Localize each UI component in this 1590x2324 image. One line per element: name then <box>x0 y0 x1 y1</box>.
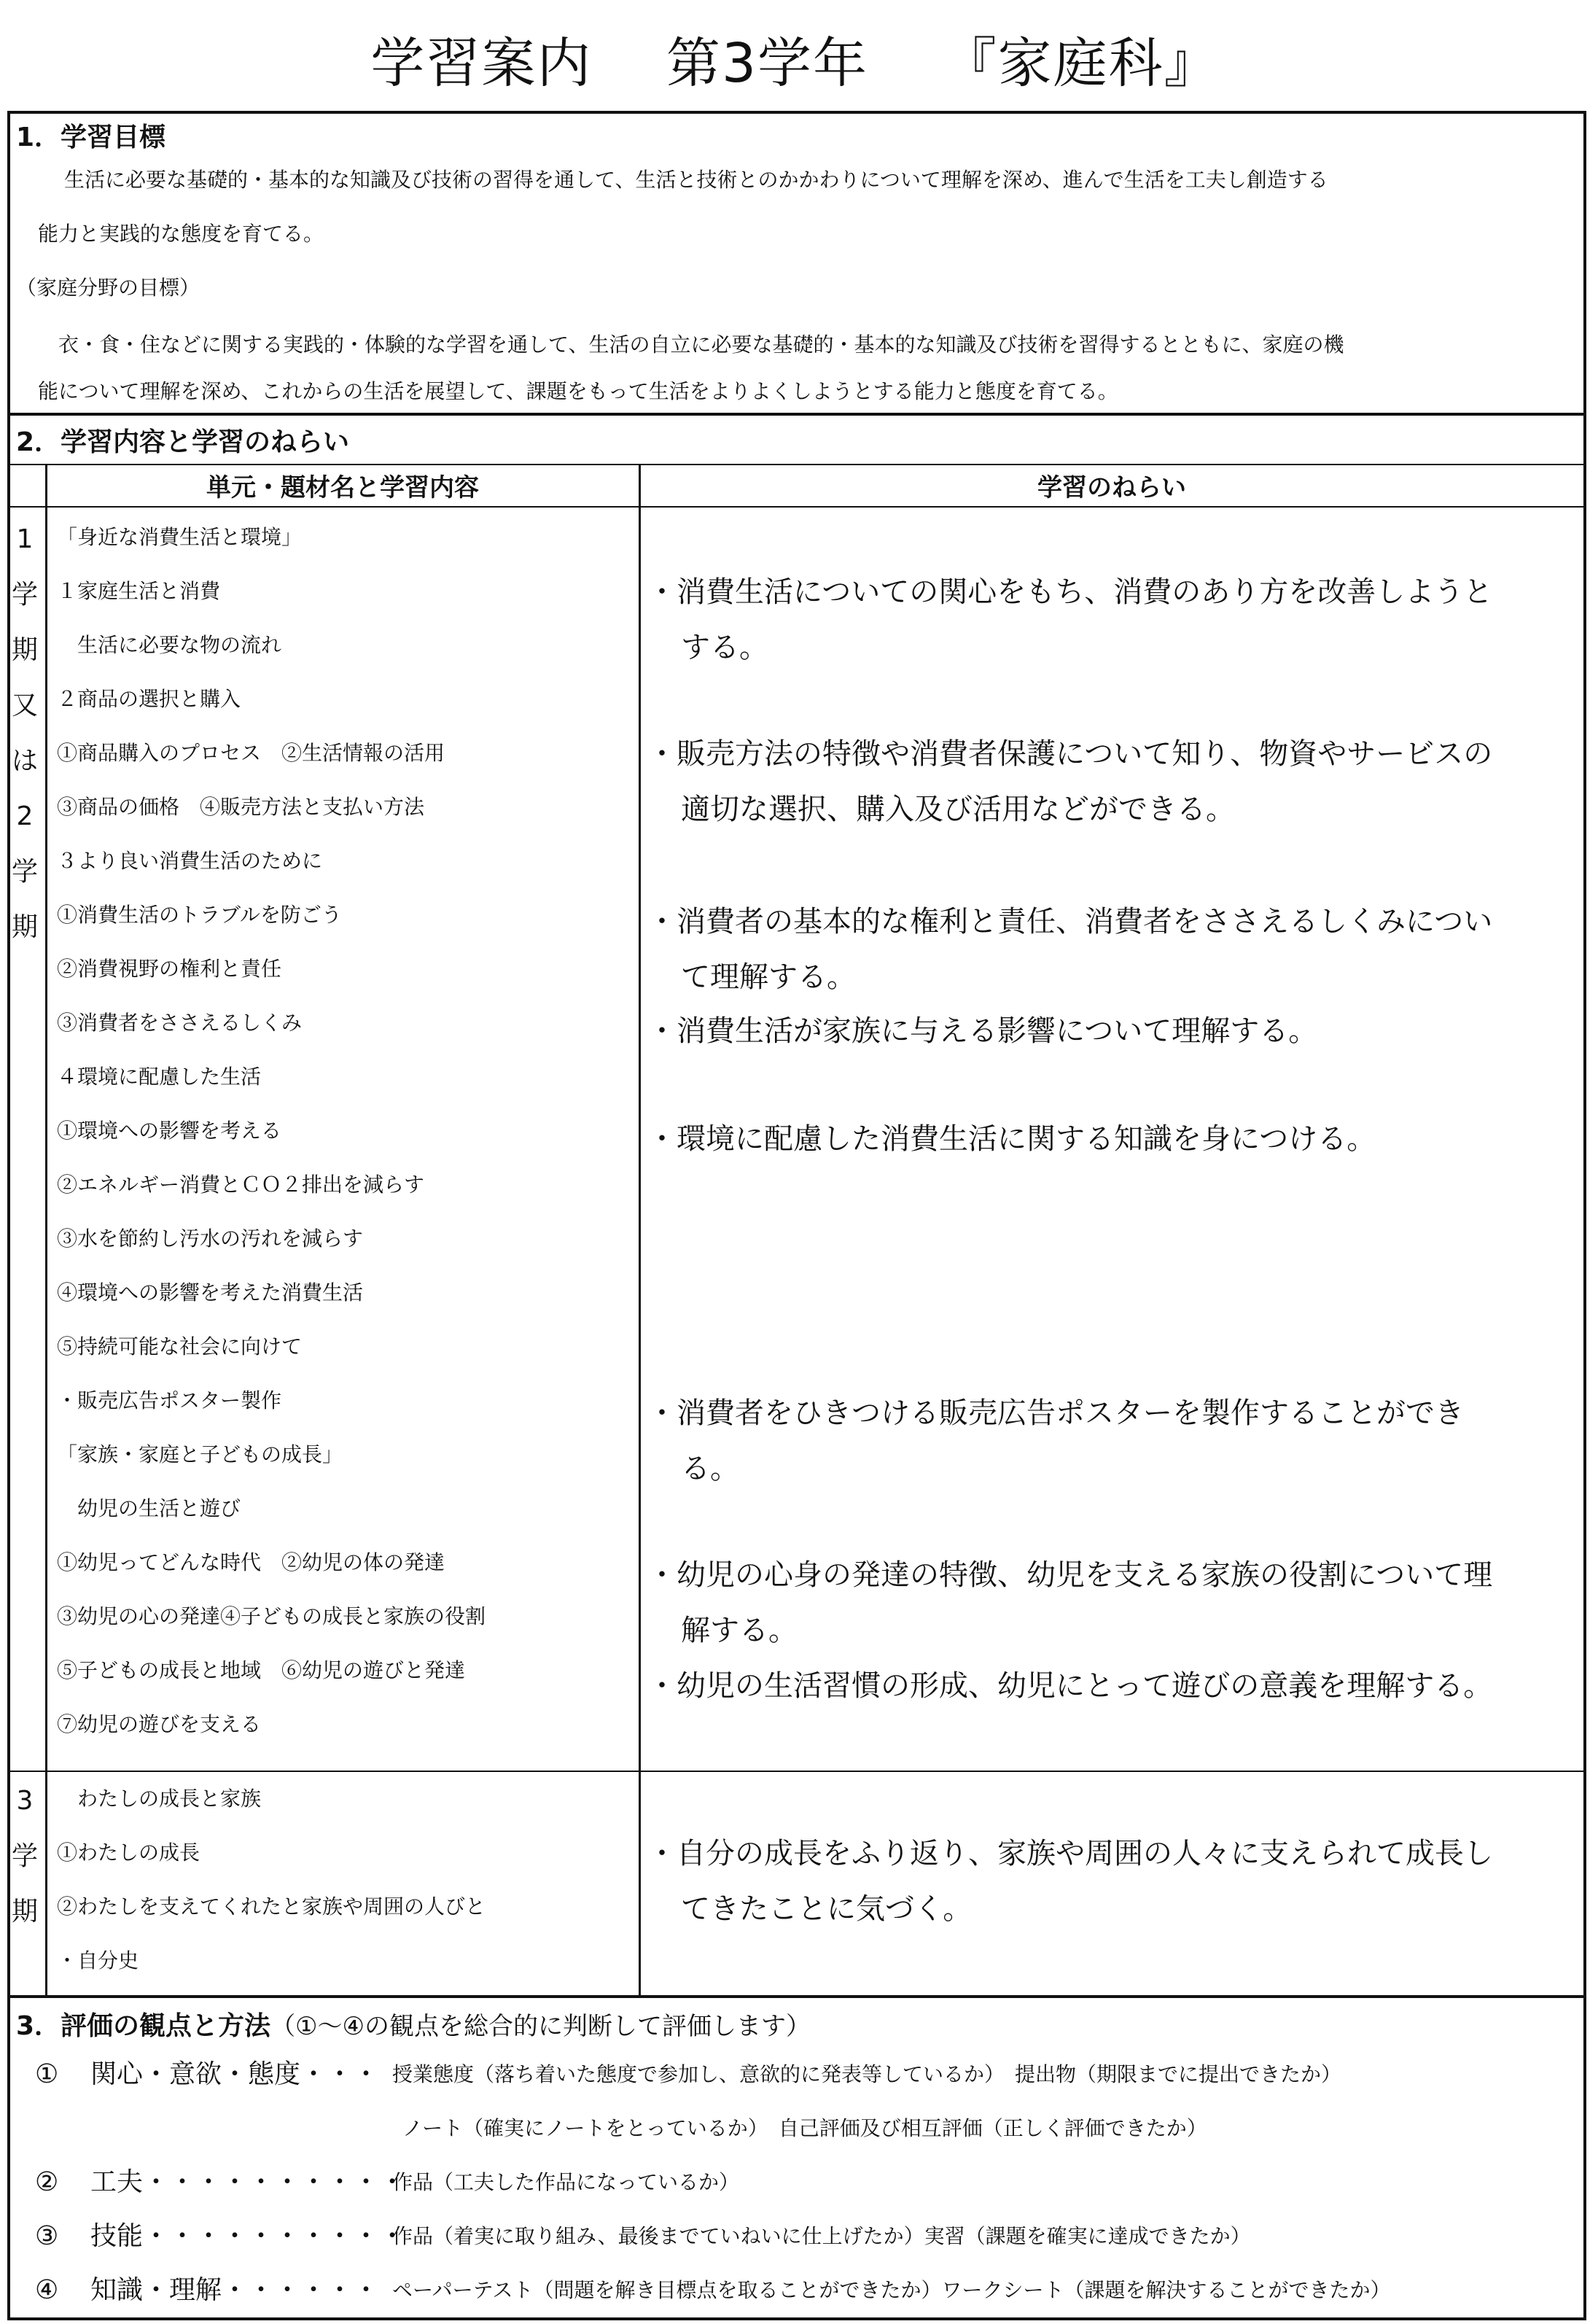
content-line: ②わたしを支えてくれたと家族や周囲の人びと <box>57 1894 486 1919</box>
aim-poster: ・消費者をひきつける販売広告ポスターを製作することができ <box>647 1396 1464 1430</box>
aim-consumer-rights: ・消費者の基本的な権利と責任、消費者をささえるしくみについ <box>647 905 1493 938</box>
content-line: 幼児の生活と遊び <box>57 1496 241 1520</box>
content-line: ③幼児の心の発達④子どもの成長と家族の役割 <box>57 1604 486 1628</box>
content-line: ・自分史 <box>57 1948 139 1973</box>
eval-item-label: 工夫・・・・・・・・・・ <box>90 2167 406 2197</box>
eval-item-num: ② <box>35 2167 59 2197</box>
content-line: ⑦幼児の遊びを支える <box>57 1712 262 1736</box>
content-line: ・販売広告ポスター製作 <box>57 1388 282 1412</box>
term1-char-4: は <box>11 746 38 776</box>
content-line: ３より良い消費生活のために <box>57 849 323 873</box>
eval-item-label: 知識・理解・・・・・・ <box>90 2275 380 2305</box>
content-line: ⑤子どもの成長と地域 ⑥幼児の遊びと発達 <box>57 1658 466 1682</box>
term1-char-5: 2 <box>16 801 34 831</box>
content-line: ①わたしの成長 <box>57 1841 200 1865</box>
aim-child-development: ・幼児の心身の発達の特徴、幼児を支える家族の役割について理 <box>647 1558 1493 1592</box>
page-title <box>0 20 1590 98</box>
content-line: ②エネルギー消費とＣＯ２排出を減らす <box>57 1173 425 1197</box>
term1-char-0: 1 <box>16 524 34 554</box>
section3-heading-title: 3．評価の観点と方法 <box>16 2011 271 2041</box>
aim-sales-methods: ・販売方法の特徴や消費者保護について知り、物資やサービスの <box>647 737 1493 771</box>
content-line: 生活に必要な物の流れ <box>57 633 282 657</box>
home-goal-line-1: 衣・食・住などに関する実践的・体験的な学習を通して、生活の自立に必要な基礎的・基本的な知識及び技術を習得するとともに、家庭の機 <box>58 333 1344 357</box>
eval-item-num: ④ <box>35 2275 59 2305</box>
aim-child-play: ・幼児の生活習慣の形成、幼児にとって遊びの意義を理解する。 <box>647 1669 1493 1703</box>
column-header-content: 単元・題材名と学習内容 <box>206 473 479 502</box>
term2-char-1: 学 <box>11 1841 38 1871</box>
divider-col-head <box>7 464 1586 465</box>
eval-item-num: ③ <box>35 2221 59 2251</box>
home-goal-line-2: 能について理解を深め、これからの生活を展望して、課題をもって生活をよりよくしようとする能力と態度を育てる。 <box>38 379 1118 403</box>
aim-sales-methods-cont: 適切な選択、購入及び活用などができる。 <box>681 793 1235 826</box>
eval-item-desc: ペーパーテスト（問題を解き目標点を取ることができたか）ワークシート（課題を解決することができたか） <box>392 2278 1391 2302</box>
content-line: ③消費者をささえるしくみ <box>57 1011 303 1035</box>
section3-heading-note: （①～④の観点を総合的に判断して評価します） <box>270 2012 811 2041</box>
eval-item-desc: 作品（工夫した作品になっているか） <box>392 2170 740 2194</box>
column-header-aim: 学習のねらい <box>1037 473 1186 502</box>
term1-char-3: 又 <box>11 691 38 720</box>
term1-char-2: 期 <box>11 635 38 665</box>
term2-char-0: 3 <box>16 1786 34 1816</box>
term2-char-2: 期 <box>11 1897 38 1927</box>
section3-heading <box>16 2005 811 2043</box>
eval-item-desc: 授業態度（落ち着いた態度で参加し、意欲的に発表等しているか） 提出物（期限までに提出できたか） <box>392 2062 1342 2086</box>
eval-item-label: 関心・意欲・態度・・・ <box>90 2059 380 2089</box>
content-line: ③水を節約し汚水の汚れを減らす <box>57 1227 364 1251</box>
eval-item-desc: 作品（着実に取り組み、最後までていねいに仕上げたか）実習（課題を確実に達成できたか） <box>392 2224 1251 2248</box>
term1-char-1: 学 <box>11 580 38 610</box>
eval-item-desc-2: ノート（確実にノートをとっているか） 自己評価及び相互評価（正しく評価できたか） <box>402 2116 1207 2140</box>
content-line: １家庭生活と消費 <box>57 579 221 603</box>
content-line: ２商品の選択と購入 <box>57 687 241 711</box>
divider-aim-col <box>639 464 641 1995</box>
aim-poster-cont: る。 <box>681 1452 739 1485</box>
title-part-guide: 学習案内 <box>370 32 593 95</box>
content-line: 「身近な消費生活と環境」 <box>57 525 303 549</box>
content-line: ４環境に配慮した生活 <box>57 1065 262 1089</box>
aim-environment: ・環境に配慮した消費生活に関する知識を身につける。 <box>647 1122 1376 1156</box>
section1-heading: 1．学習目標 <box>16 123 166 152</box>
title-part-grade: 第3学年 <box>666 32 869 95</box>
aim-family-impact: ・消費生活が家族に与える影響について理解する。 <box>647 1014 1318 1048</box>
eval-item-num: ① <box>35 2059 59 2089</box>
content-line: わたしの成長と家族 <box>57 1787 262 1811</box>
goal-line-2: 能力と実践的な態度を育てる。 <box>38 222 324 246</box>
aim-consumer-rights-cont: て理解する。 <box>681 960 856 994</box>
aim-self-growth: ・自分の成長をふり返り、家族や周囲の人々に支えられて成長し <box>647 1837 1493 1870</box>
content-line: ①環境への影響を考える <box>57 1119 282 1143</box>
content-line: ②消費視野の権利と責任 <box>57 957 282 981</box>
eval-item-label: 技能・・・・・・・・・・ <box>90 2221 406 2251</box>
content-line: ⑤持続可能な社会に向けて <box>57 1334 303 1359</box>
divider-table-body <box>7 506 1586 508</box>
term1-char-6: 学 <box>11 857 38 887</box>
aim-child-development-cont: 解する。 <box>681 1614 798 1647</box>
term1-char-7: 期 <box>11 912 38 942</box>
aim-self-growth-cont: てきたことに気づく。 <box>681 1892 973 1926</box>
divider-term-col <box>45 464 47 1995</box>
home-goal-heading: （家庭分野の目標） <box>16 276 200 300</box>
aim-consumer-interest-cont: する。 <box>681 631 768 664</box>
content-line: ①商品購入のプロセス ②生活情報の活用 <box>57 741 445 765</box>
content-line: ①消費生活のトラブルを防ごう <box>57 903 342 927</box>
content-line: 「家族・家庭と子どもの成長」 <box>57 1442 343 1466</box>
section2-heading: 2．学習内容と学習のねらい <box>16 427 350 457</box>
content-line: ①幼児ってどんな時代 ②幼児の体の発達 <box>57 1550 445 1574</box>
content-line: ④環境への影響を考えた消費生活 <box>57 1280 364 1305</box>
title-part-subject: 『家庭科』 <box>942 32 1220 95</box>
goal-line-1: 生活に必要な基礎的・基本的な知識及び技術の習得を通して、生活と技術とのかかわりについて理解を深め、進んで生活を工夫し創造する <box>64 168 1328 192</box>
divider-section3 <box>7 1995 1586 1998</box>
aim-consumer-interest: ・消費生活についての関心をもち、消費のあり方を改善しようと <box>647 575 1493 609</box>
content-line: ③商品の価格 ④販売方法と支払い方法 <box>57 795 425 819</box>
